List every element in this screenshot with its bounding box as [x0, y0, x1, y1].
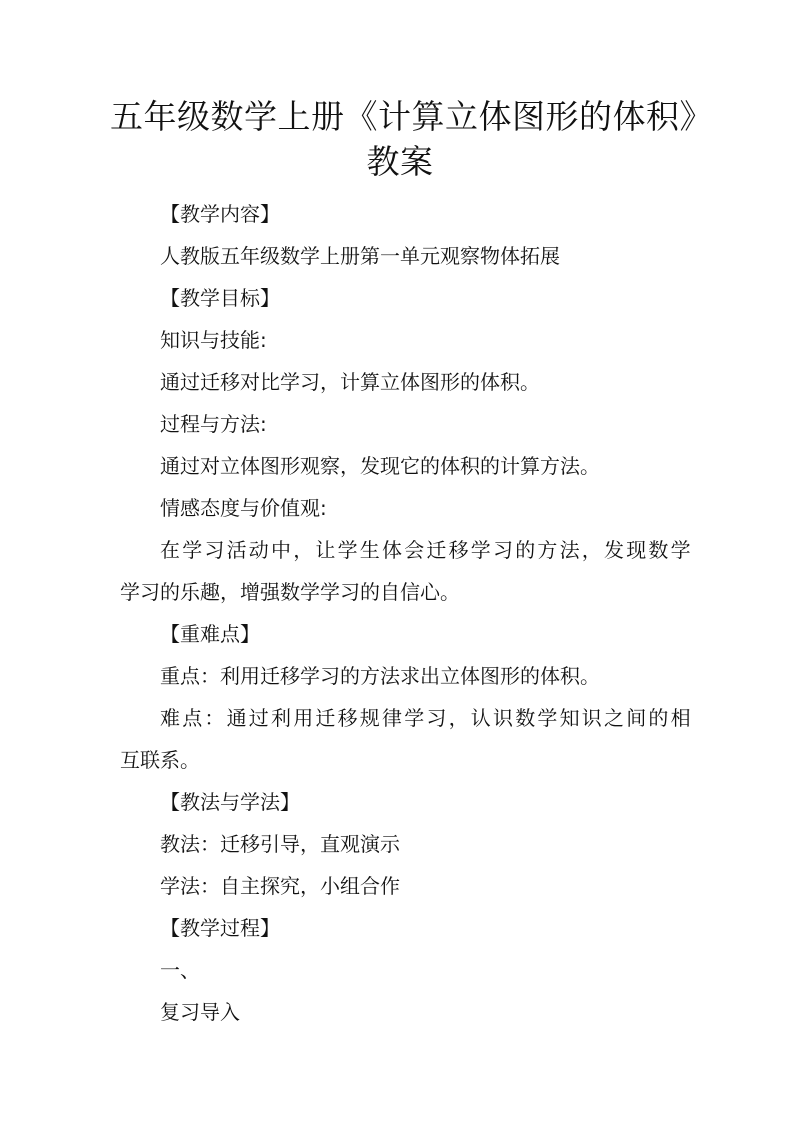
subheading-attitude: 情感态度与价值观: — [160, 496, 327, 520]
section-heading-methods: 【教法与学法】 — [160, 790, 300, 814]
paragraph-attitude-line-2: 学习的乐趣，增强数学学习的自信心。 — [120, 580, 460, 604]
section-heading-content: 【教学内容】 — [160, 202, 280, 226]
section-heading-key-points: 【重难点】 — [160, 622, 260, 646]
paragraph-knowledge: 通过迁移对比学习，计算立体图形的体积。 — [160, 370, 540, 394]
paragraph-content: 人教版五年级数学上册第一单元观察物体拓展 — [160, 244, 560, 268]
paragraph-attitude-line-1: 在学习活动中，让学生体会迁移学习的方法，发现数学 — [160, 538, 693, 562]
section-heading-process: 【教学过程】 — [160, 916, 280, 940]
paragraph-difficulty-line-1: 难点：通过利用迁移规律学习，认识数学知识之间的相 — [160, 706, 693, 730]
subheading-knowledge: 知识与技能: — [160, 328, 267, 352]
document-title-line-2: 教案 — [366, 142, 434, 181]
paragraph-difficulty-line-2: 互联系。 — [120, 748, 200, 772]
subheading-process: 过程与方法: — [160, 412, 267, 436]
paragraph-review-intro: 复习导入 — [160, 1000, 240, 1024]
document-title-line-1: 五年级数学上册《计算立体图形的体积》 — [110, 97, 713, 136]
paragraph-teaching-method: 教法：迁移引导，直观演示 — [160, 832, 400, 856]
paragraph-learning-method: 学法：自主探究，小组合作 — [160, 874, 400, 898]
paragraph-key-point: 重点：利用迁移学习的方法求出立体图形的体积。 — [160, 664, 600, 688]
list-number-one: 一、 — [160, 958, 200, 982]
paragraph-process: 通过对立体图形观察，发现它的体积的计算方法。 — [160, 454, 600, 478]
section-heading-goals: 【教学目标】 — [160, 286, 280, 310]
